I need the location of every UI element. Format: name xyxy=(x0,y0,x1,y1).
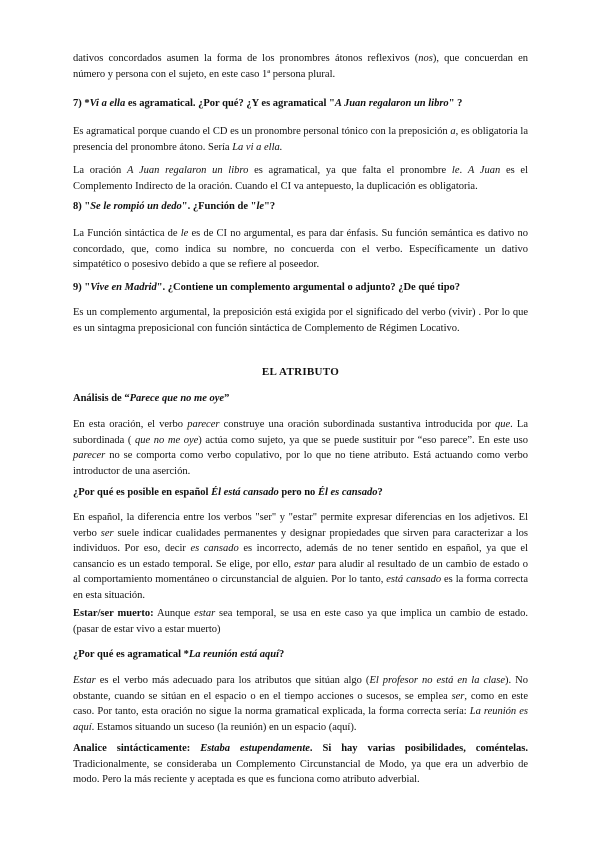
answer-9 xyxy=(73,305,528,336)
italic-text: Parece que no me oye xyxy=(129,393,225,404)
italic-text: le xyxy=(451,165,460,176)
italic-text: El profesor no está en la clase xyxy=(369,675,506,686)
text: La oración xyxy=(73,165,128,176)
text: Es agramatical porque cuando el CD es un pronombre personal tónico con la preposición xyxy=(73,126,451,137)
text: ). No obstante, cuando se sitúan en el espacio o en el tiempo acciones o sucesos, se emplea xyxy=(73,675,528,702)
text: ¿Por qué es posible en español xyxy=(73,487,212,498)
italic-text: Vive en Madrid xyxy=(90,282,157,293)
answer-reunion xyxy=(73,673,528,735)
text: es agramatical. ¿Por qué? ¿Y es agramatical " xyxy=(125,98,335,109)
italic-text: La reunión es aquí xyxy=(73,706,528,733)
italic-text: Él está cansado xyxy=(211,487,279,498)
italic-text: A Juan regalaron un libro xyxy=(127,165,249,176)
question-8 xyxy=(73,199,528,215)
text: suele indicar cualidades permanentes y designar propiedades que sirven para caracterizar a los individuos. Por eso, decir xyxy=(73,527,528,554)
text: . xyxy=(459,165,468,176)
italic-text: Él es cansado xyxy=(317,487,378,498)
text: sea temporal, se usa en este caso ya que implica un cambio de estado. (pasar de estar vivo a estar muerto) xyxy=(73,608,529,635)
text: es el Complemento Indirecto de la oración. Cuando el CI va antepuesto, la duplicación es obligatoria. xyxy=(73,165,529,192)
italic-text: parecer xyxy=(73,450,106,461)
text: es la forma correcta en esta situación. xyxy=(73,574,528,601)
heading-analisis xyxy=(73,391,528,407)
text: para aludir al resultado de un cambio de estado o al comportamiento momentáneo o circunstancial de alguien. Por lo tanto, xyxy=(73,558,528,585)
italic-text: A Juan xyxy=(467,165,501,176)
text: 9) " xyxy=(73,282,91,293)
answer-ser-estar xyxy=(73,510,528,603)
bold-text: Analice sintácticamente: xyxy=(73,743,201,754)
text: , como en este caso. Por tanto, esta oración no sigue la norma gramatical explicada, la forma correcta sería: xyxy=(73,690,528,717)
answer-muerto xyxy=(73,606,528,637)
italic-text: parecer xyxy=(187,419,220,430)
text: Aunque xyxy=(153,608,195,619)
italic-text: que no me oye xyxy=(135,434,199,446)
text: En esta oración, el verbo xyxy=(73,419,188,430)
text: ? xyxy=(279,649,285,660)
italic-text: La reunión está aquí xyxy=(188,649,280,660)
text: es de CI no argumental, es para dar énfasis. Su función semántica es dativo no concordado, que, como indica su nombre, no concuerda con el verbo. Específicamente un dativo simpatético o posesivo debido a que se refiere al poseedor. xyxy=(73,228,528,270)
text: ” xyxy=(224,393,230,404)
italic-text: nos xyxy=(418,53,433,64)
text: 7) * xyxy=(73,98,90,109)
italic-text: le xyxy=(256,201,265,212)
italic-text: Vi a ella xyxy=(89,98,126,109)
text: 8) " xyxy=(73,201,91,212)
text: es agramatical, ya que falta el pronombre xyxy=(248,165,452,176)
paragraph-dativos xyxy=(73,51,528,82)
italic-text: le xyxy=(180,228,189,239)
text: es incorrecto, además de no tener sentido en español, ya que el cansancio es un estado temporal. Se elige, por ello, xyxy=(73,543,529,570)
italic-text: La vi a ella. xyxy=(232,141,283,153)
italic-text: ser xyxy=(451,690,465,702)
text: ? xyxy=(377,487,383,498)
text: pero no xyxy=(278,487,318,498)
question-7 xyxy=(73,96,528,112)
answer-parecer xyxy=(73,417,528,479)
answer-7b xyxy=(73,163,528,194)
italic-text: que xyxy=(495,419,511,430)
text: Análisis de “ xyxy=(73,393,130,404)
heading-ser-estar xyxy=(73,485,528,501)
text: ), que concuerdan en número y persona con el sujeto, en este caso 1ª persona plural. xyxy=(73,53,528,80)
text: dativos concordados asumen la forma de los pronombres átonos reflexivos ( xyxy=(73,53,419,64)
bold-text: Estar/ser muerto: xyxy=(73,608,154,619)
italic-text: Estaba estupendamente xyxy=(200,743,310,754)
text: no se comporta como verbo copulativo, por lo que no tiene atributo. Está actuando como verbo introductor de una aserción. xyxy=(73,450,528,477)
answer-8 xyxy=(73,226,528,273)
heading-reunion xyxy=(73,647,528,663)
italic-text: estar xyxy=(194,608,216,619)
section-title: EL ATRIBUTO xyxy=(261,366,340,378)
text: es el verbo más adecuado para los atributos que sitúan algo ( xyxy=(95,675,370,686)
italic-text: estar xyxy=(294,558,316,570)
text: . Estamos situando un suceso (la reunión) en un espacio (aquí). xyxy=(91,721,357,733)
answer-7a xyxy=(73,124,528,155)
italic-text: está cansado xyxy=(386,574,442,585)
text: ¿Por qué es agramatical * xyxy=(73,649,189,660)
italic-text: ser xyxy=(100,527,114,539)
italic-text: A Juan regalaron un libro xyxy=(334,98,449,109)
bold-text: . Si hay varias posibilidades, coméntelas. xyxy=(309,743,528,754)
text: , es obligatoria la presencia del pronombre átono. Sería xyxy=(73,126,529,153)
italic-text: Se le rompió un dedo xyxy=(90,201,182,212)
text: ". ¿Contiene un complemento argumental o adjunto? ¿De qué tipo? xyxy=(156,282,461,293)
answer-estupendamente xyxy=(73,741,528,788)
italic-text: a xyxy=(450,126,456,137)
text: " ? xyxy=(448,98,463,109)
text: . La subordinada ( xyxy=(73,419,528,446)
italic-text: es cansado xyxy=(190,543,239,554)
text: En español, la diferencia entre los verbos "ser" y "estar" permite expresar diferencias en los adjetivos. El verbo xyxy=(73,512,528,539)
question-9 xyxy=(73,280,528,296)
text: construye una oración subordinada sustantiva introducida por xyxy=(219,419,495,430)
italic-text: Estar xyxy=(73,675,96,686)
text: ) actúa como sujeto, ya que se puede sustituir por “eso parece”. En este uso xyxy=(198,434,528,446)
text: "? xyxy=(264,201,276,212)
text: La Función sintáctica de xyxy=(73,228,181,239)
text: Tradicionalmente, se consideraba un Complemento Circunstancial de Modo, ya que era un adverbio de modo. Pero la más reciente y aceptada es que es funciona como atributo adverbial. xyxy=(73,758,528,785)
text: ". ¿Función de " xyxy=(181,201,257,212)
text: Es un complemento argumental, la preposición está exigida por el significado del verbo (vivir) . Por lo que es un sintagma preposicional con función sintáctica de Complemento de Régimen Locativo. xyxy=(73,307,528,334)
